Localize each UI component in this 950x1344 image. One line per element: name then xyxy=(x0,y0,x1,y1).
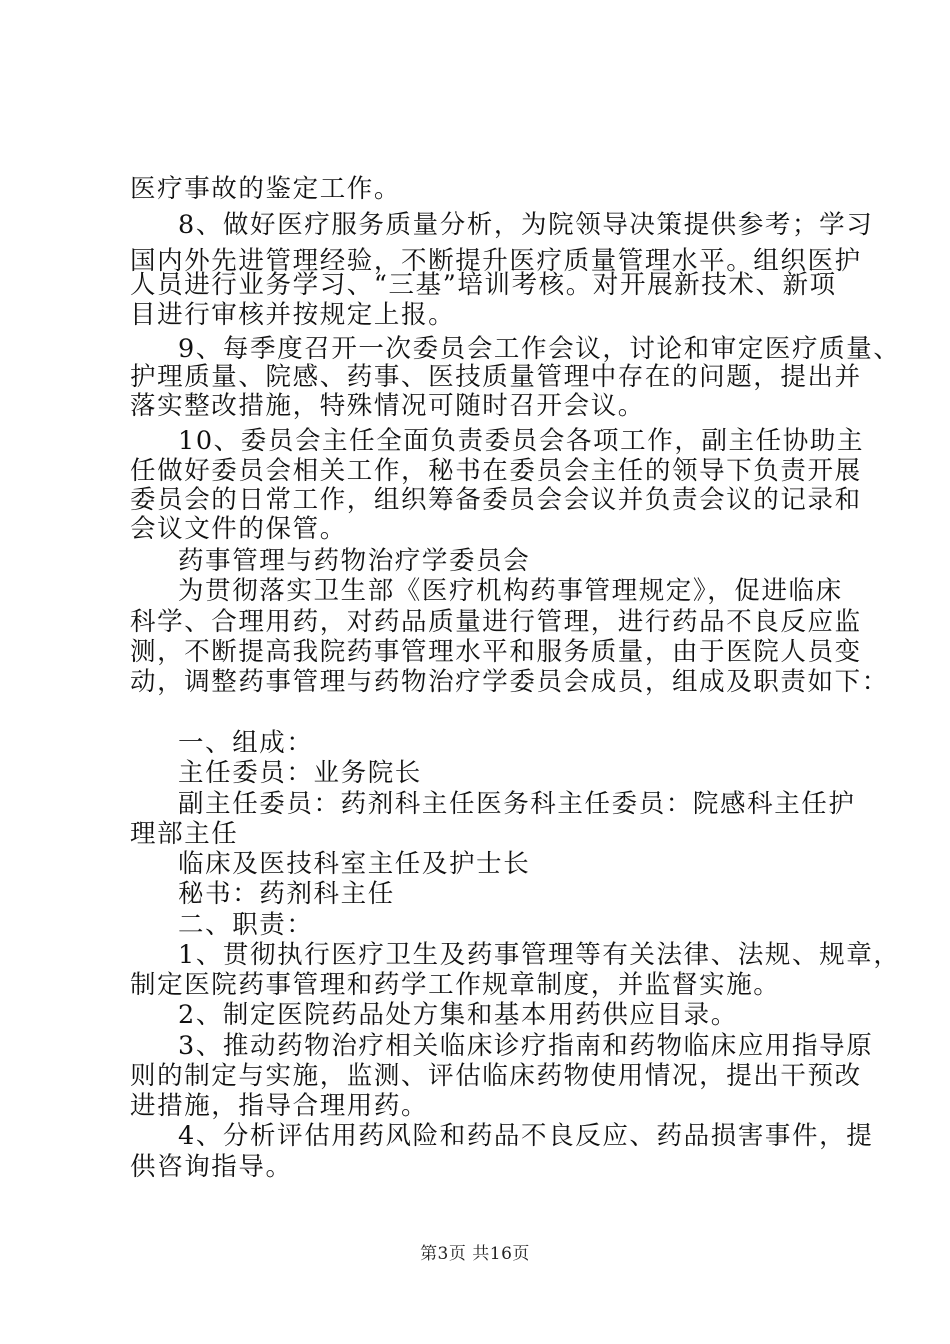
text-line: 国内外先进管理经验，不断提升医疗质量管理水平。组织医护 xyxy=(130,246,862,276)
text-line: 任做好委员会相关工作，秘书在委员会主任的领导下负责开展 xyxy=(130,456,862,486)
text-line: 8、做好医疗服务质量分析，为院领导决策提供参考；学习 xyxy=(178,210,874,240)
text-line: 测，不断提高我院药事管理水平和服务质量，由于医院人员变 xyxy=(130,637,862,667)
text-line: 秘书：药剂科主任 xyxy=(178,879,395,909)
text-line: 会议文件的保管。 xyxy=(130,514,347,544)
text-line: 临床及医技科室主任及护士长 xyxy=(178,849,531,879)
text-line: 制定医院药事管理和药学工作规章制度，并监督实施。 xyxy=(130,970,781,1000)
text-line: 主任委员：业务院长 xyxy=(178,758,422,788)
text-line: 进措施，指导合理用药。 xyxy=(130,1091,429,1121)
text-line: 副主任委员：药剂科主任医务科主任委员：院感科主任护 xyxy=(178,789,856,819)
text-line: 护理质量、院感、药事、医技质量管理中存在的问题，提出并 xyxy=(130,362,862,392)
text-line: 委员会的日常工作，组织筹备委员会会议并负责会议的记录和 xyxy=(130,485,862,515)
text-line: 供咨询指导。 xyxy=(130,1152,293,1182)
text-line: 人员进行业务学习、“三基”培训考核。对开展新技术、新项 xyxy=(130,270,837,300)
text-line: 动，调整药事管理与药物治疗学委员会成员，组成及职责如下： xyxy=(130,667,889,697)
text-line: 9、每季度召开一次委员会工作会议，讨论和审定医疗质量、 xyxy=(178,334,901,364)
section-heading: 药事管理与药物治疗学委员会 xyxy=(178,546,531,576)
text-line: 理部主任 xyxy=(130,819,239,849)
text-line: 医疗事故的鉴定工作。 xyxy=(130,174,402,204)
page-number-footer: 第3页 共16页 xyxy=(420,1244,530,1264)
text-line: 则的制定与实施，监测、评估临床药物使用情况，提出干预改 xyxy=(130,1061,862,1091)
text-line: 二、职责： xyxy=(178,910,314,940)
text-line: 4、分析评估用药风险和药品不良反应、药品损害事件，提 xyxy=(178,1121,874,1151)
text-line: 10、委员会主任全面负责委员会各项工作，副主任协助主 xyxy=(178,426,865,456)
text-line: 为贯彻落实卫生部《医疗机构药事管理规定》，促进临床 xyxy=(178,576,843,606)
text-line: 科学、合理用药，对药品质量进行管理，进行药品不良反应监 xyxy=(130,607,862,637)
text-line: 目进行审核并按规定上报。 xyxy=(130,300,456,330)
text-line: 3、推动药物治疗相关临床诊疗指南和药物临床应用指导原 xyxy=(178,1031,874,1061)
text-line: 落实整改措施，特殊情况可随时召开会议。 xyxy=(130,391,645,421)
text-line: 一、组成： xyxy=(178,728,314,758)
text-line: 1、贯彻执行医疗卫生及药事管理等有关法律、法规、规章， xyxy=(178,940,901,970)
text-line: 2、制定医院药品处方集和基本用药供应目录。 xyxy=(178,1000,738,1030)
